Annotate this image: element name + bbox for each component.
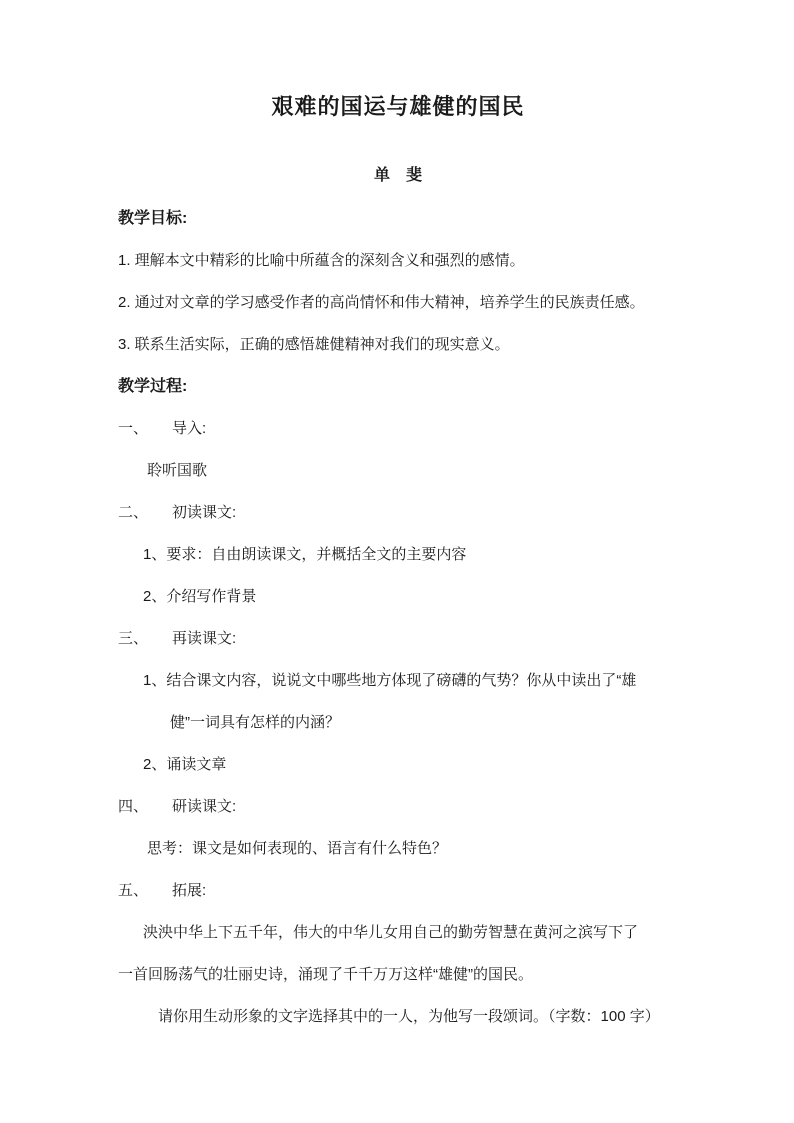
section-3-item: 2、诵读文章 — [143, 756, 227, 773]
section-2-item: 2、介绍写作背景 — [143, 588, 257, 605]
section-2-marker: 二、 — [118, 504, 149, 521]
process-heading: 教学过程: — [118, 378, 188, 395]
doc-author: 单 斐 — [373, 167, 422, 184]
section-4-marker: 四、 — [118, 798, 149, 815]
section-5-marker: 五、 — [118, 882, 149, 899]
section-4-content: 思考：课文是如何表现的、语言有什么特色？ — [147, 840, 448, 857]
section-3-label: 再读课文: — [172, 630, 237, 647]
section-1-label: 导入: — [172, 420, 207, 437]
section-3-item-line: 1、结合课文内容，说说文中哪些地方体现了磅礴的气势？你从中读出了“雄 — [143, 672, 637, 689]
goals-heading: 教学目标: — [118, 210, 188, 227]
section-3-marker: 三、 — [118, 630, 149, 647]
goal-item: 1. 理解本文中精彩的比喻中所蕴含的深刻含义和强烈的感情。 — [118, 252, 525, 269]
goal-item: 3. 联系生活实际，正确的感悟雄健精神对我们的现实意义。 — [118, 336, 510, 353]
section-3-item-line: 健”一词具有怎样的内涵？ — [170, 714, 340, 731]
section-2-heading — [118, 492, 678, 534]
section-4-label: 研读课文: — [172, 798, 237, 815]
section-1-content: 聆听国歌 — [147, 462, 208, 479]
section-4-heading — [118, 786, 678, 828]
section-5-paragraph-line: 一首回肠荡气的壮丽史诗，涌现了千千万万这样“雄健”的国民。 — [118, 966, 533, 983]
section-5-heading — [118, 870, 678, 912]
doc-title: 艰难的国运与雄健的国民 — [271, 94, 525, 119]
goal-item: 2. 通过对文章的学习感受作者的高尚情怀和伟大精神，培养学生的民族责任感。 — [118, 294, 645, 311]
section-1-heading — [118, 408, 678, 450]
section-1-marker: 一、 — [118, 420, 149, 437]
section-5-paragraph-line: 泱泱中华上下五千年，伟大的中华儿女用自己的勤劳智慧在黄河之滨写下了 — [143, 924, 639, 941]
section-5-paragraph: 请你用生动形象的文字选择其中的一人，为他写一段颂词。（字数：100 字） — [158, 1008, 660, 1025]
section-3-heading — [118, 618, 678, 660]
section-5-label: 拓展: — [172, 882, 207, 899]
section-2-label: 初读课文: — [172, 504, 237, 521]
section-2-item: 1、要求：自由朗读课文，并概括全文的主要内容 — [143, 546, 467, 563]
